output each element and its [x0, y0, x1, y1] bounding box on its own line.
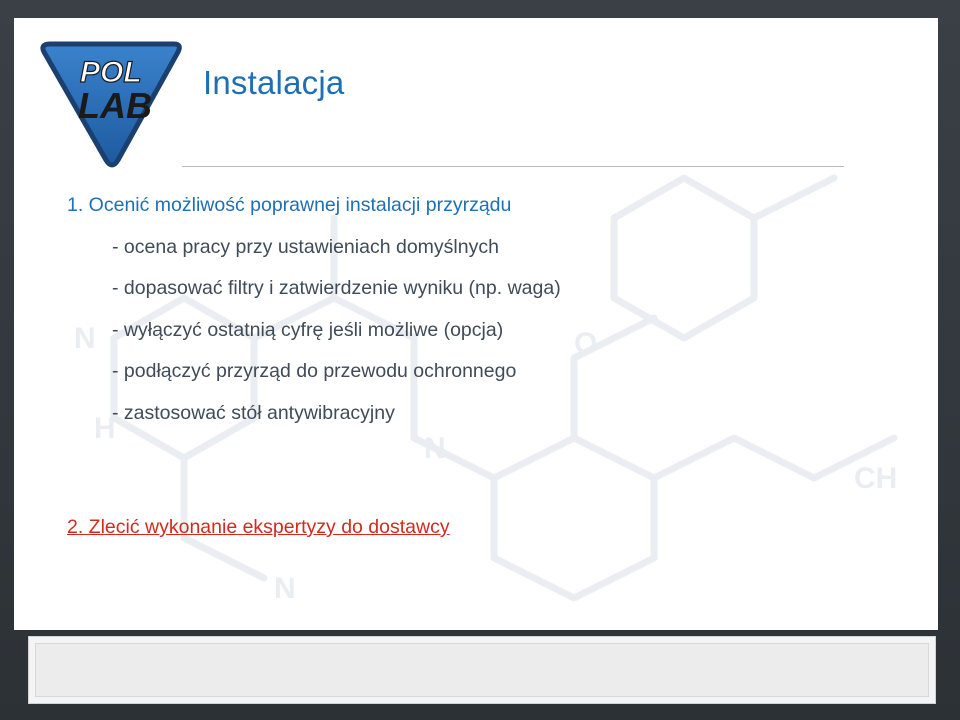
svg-text:O: O	[574, 327, 598, 360]
svg-text:N: N	[274, 572, 296, 605]
point-2: 2. Zlecić wykonanie ekspertyzy do dostawcy	[67, 516, 450, 538]
point-1: 1. Ocenić możliwość poprawnej instalacji przyrządu	[67, 194, 512, 216]
list-item: - podłączyć przyrząd do przewodu ochronnego	[112, 360, 517, 382]
svg-text:H: H	[94, 412, 116, 445]
logo-line2: LAB	[78, 85, 152, 126]
page-title: Instalacja	[203, 64, 345, 101]
pol-lab-logo-icon	[36, 38, 186, 168]
list-item: - zastosować stół antywibracyjny	[112, 401, 395, 424]
list-item: - wyłączyć ostatnią cyfrę jeśli możliwe (opcja)	[112, 318, 504, 341]
svg-text:CH: CH	[854, 462, 898, 495]
logo-line1: POL	[80, 56, 142, 89]
svg-text:N: N	[424, 432, 446, 465]
svg-text:N: N	[74, 322, 96, 355]
list-item: - dopasować filtry i zatwierdzenie wyniku (np. waga)	[112, 277, 561, 299]
title-divider	[182, 166, 844, 167]
footer-inner	[35, 643, 929, 697]
list-item: - ocena pracy przy ustawieniach domyślnych	[112, 235, 499, 258]
content-list	[67, 192, 827, 426]
footer-bar	[28, 636, 936, 704]
